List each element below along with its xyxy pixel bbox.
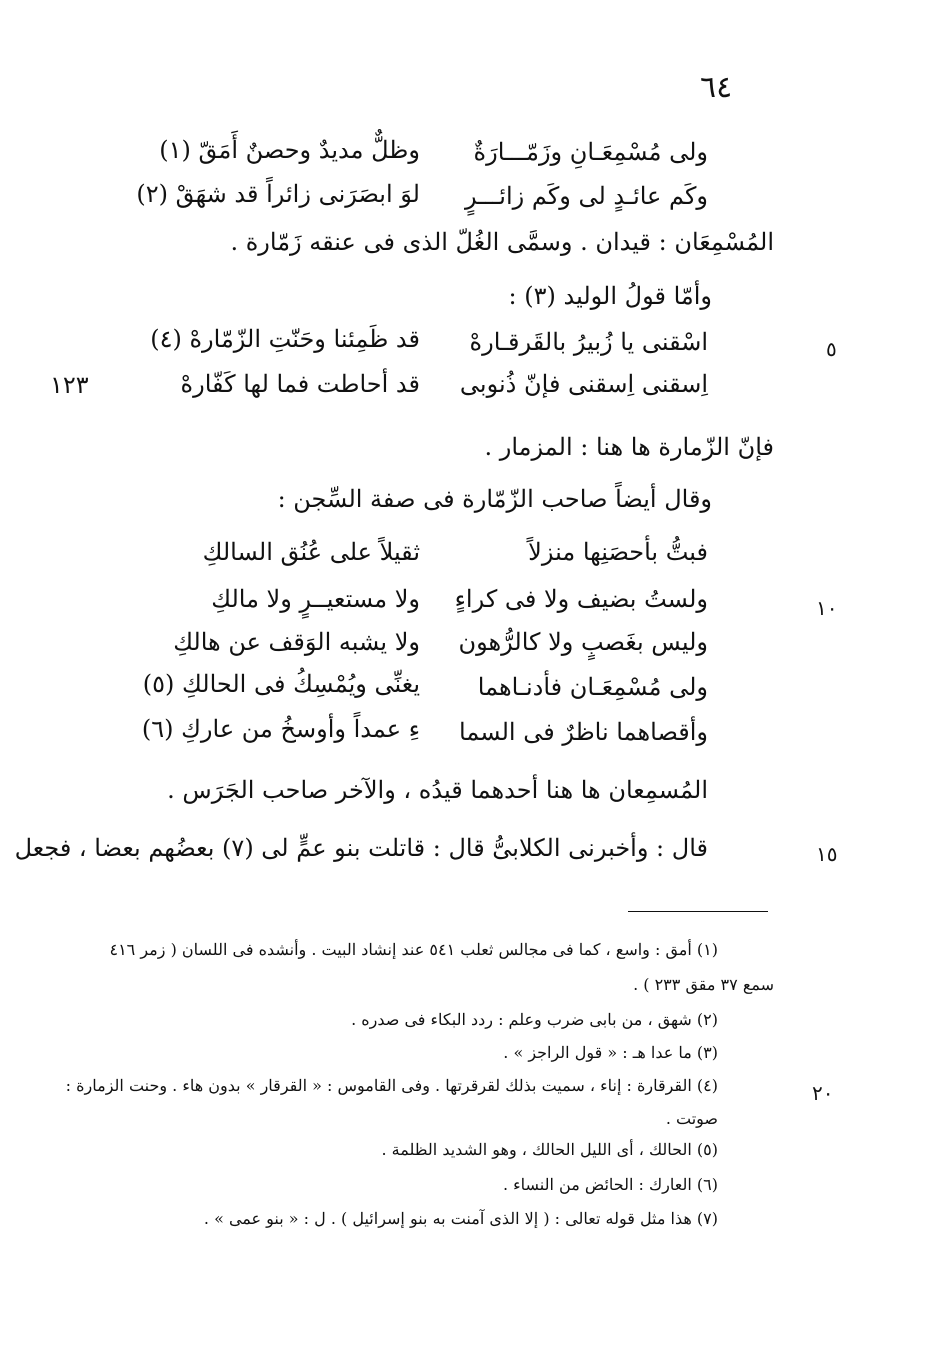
- prose-line-2: وأمّا قولُ الوليد (٣) :: [508, 282, 712, 310]
- footnote-3: (٣) ما عدا هـ : « قول الراجز » .: [503, 1043, 718, 1062]
- footnote-2: (٢) شهق ، من بابى ضرب وعلم : ردد البكاء فى صدره .: [351, 1010, 718, 1029]
- footnote-1-line-2: سمع ٣٧ مقق ٢٣٣ ) .: [633, 975, 774, 994]
- page-number: ٦٤: [700, 70, 733, 105]
- margin-line-number-10: ١٠: [816, 596, 838, 620]
- margin-line-number-5: ٥: [826, 337, 837, 361]
- footnote-5: (٥) الحالك ، أى الليل الحالك ، وهو الشديد الظلمة .: [381, 1140, 718, 1159]
- verse-1-second-hemistich: وظلٌّ مديدٌ وحصنٌ أَمَقّ (١): [159, 136, 420, 164]
- verse-6-first-hemistich: ولستُ بضيف ولا فى كراءٍ: [454, 585, 708, 613]
- prose-line-6: قال : وأخبرنى الكلابىُّ قال : قاتلت بنو عمٍّ لى (٧) بعضُهم بعضا ، فجعل: [14, 834, 708, 862]
- verse-4-first-hemistich: اِسقنى اِسقنى فإنّ ذُنوبى: [459, 370, 708, 398]
- verse-9-second-hemistich: ءِ عمداً وأوسخُ من عاركِ (٦): [141, 715, 420, 743]
- verse-2-second-hemistich: لوَ ابصَرَنى زائراً قد شهَقْ (٢): [136, 180, 420, 208]
- verse-1-first-hemistich: ولى مُسْمِعَـانِ وزَمّـــارَةٌ: [473, 138, 708, 166]
- prose-line-5: المُسمِعان ها هنا أحدهما قيدُه ، والآخر صاحب الجَرَس .: [167, 776, 708, 804]
- prose-line-3: فإنّ الزّمارة ها هنا : المزمار .: [484, 433, 774, 461]
- verse-6-second-hemistich: ولا مستعيــرٍ ولا مالكِ: [211, 585, 420, 613]
- footnote-separator: [628, 911, 768, 912]
- verse-5-first-hemistich: فبتُّ بأحصَنِها منزلاً: [528, 538, 708, 566]
- footnote-4-line-1: (٤) القرقارة : إناء ، سميت بذلك لقرقرتها . وفى القاموس : « القرقار » بدون هاء . وحنت الزمارة :: [65, 1076, 718, 1095]
- footnote-1-line-1: (١) أمق : واسع ، كما فى مجالس ثعلب ٥٤١ عند إنشاد البيت . وأنشده فى اللسان ( زمر ٤١٦: [109, 940, 718, 959]
- verse-9-first-hemistich: وأقصاهما ناظرٌ فى السما: [459, 718, 708, 746]
- margin-line-number-15: ١٥: [816, 842, 838, 866]
- footnote-4-line-2: صوتت .: [665, 1109, 718, 1128]
- verse-7-second-hemistich: ولا يشبه الوَقف عن هالكِ: [173, 628, 420, 656]
- prose-line-1: المُسْمِعَان : قيدان . وسمَّى الغُلّ الذى فى عنقه زَمّارة .: [230, 228, 774, 256]
- verse-4-second-hemistich: قد أحاطت فما لها كَفّارهْ: [180, 370, 420, 398]
- footnote-6: (٦) العارك : الحائض من النساء .: [502, 1175, 718, 1194]
- verse-3-first-hemistich: اسْقنى يا زُبيرُ بالقَرقـارهْ: [469, 328, 708, 356]
- verse-2-first-hemistich: وكَم عائـدٍ لى وكَم زائـــرٍ: [464, 182, 708, 210]
- verse-8-second-hemistich: يغنِّى ويُمْسِكُ فى الحالكِ (٥): [142, 670, 420, 698]
- margin-reference-number: ١٢٣: [50, 371, 89, 399]
- verse-5-second-hemistich: ثقيلاً على عُنُق السالكِ: [202, 538, 420, 566]
- verse-3-second-hemistich: قد ظَمِئنا وحَنّتِ الزّمّارهْ (٤): [150, 325, 420, 353]
- footnote-7: (٧) هذا مثل قوله تعالى : ( إلا الذى آمنت به بنو إسرائيل ) . ل : « بنو عمى » .: [203, 1209, 718, 1228]
- prose-line-4: وقال أيضاً صاحب الزّمّارة فى صفة السِّجن :: [277, 485, 712, 513]
- verse-7-first-hemistich: وليس بغَصبٍ ولا كالرُّهون: [458, 628, 708, 656]
- margin-line-number-20: ٢٠: [812, 1081, 834, 1105]
- verse-8-first-hemistich: ولى مُسْمِعَـان فأدنـاهما: [477, 673, 708, 701]
